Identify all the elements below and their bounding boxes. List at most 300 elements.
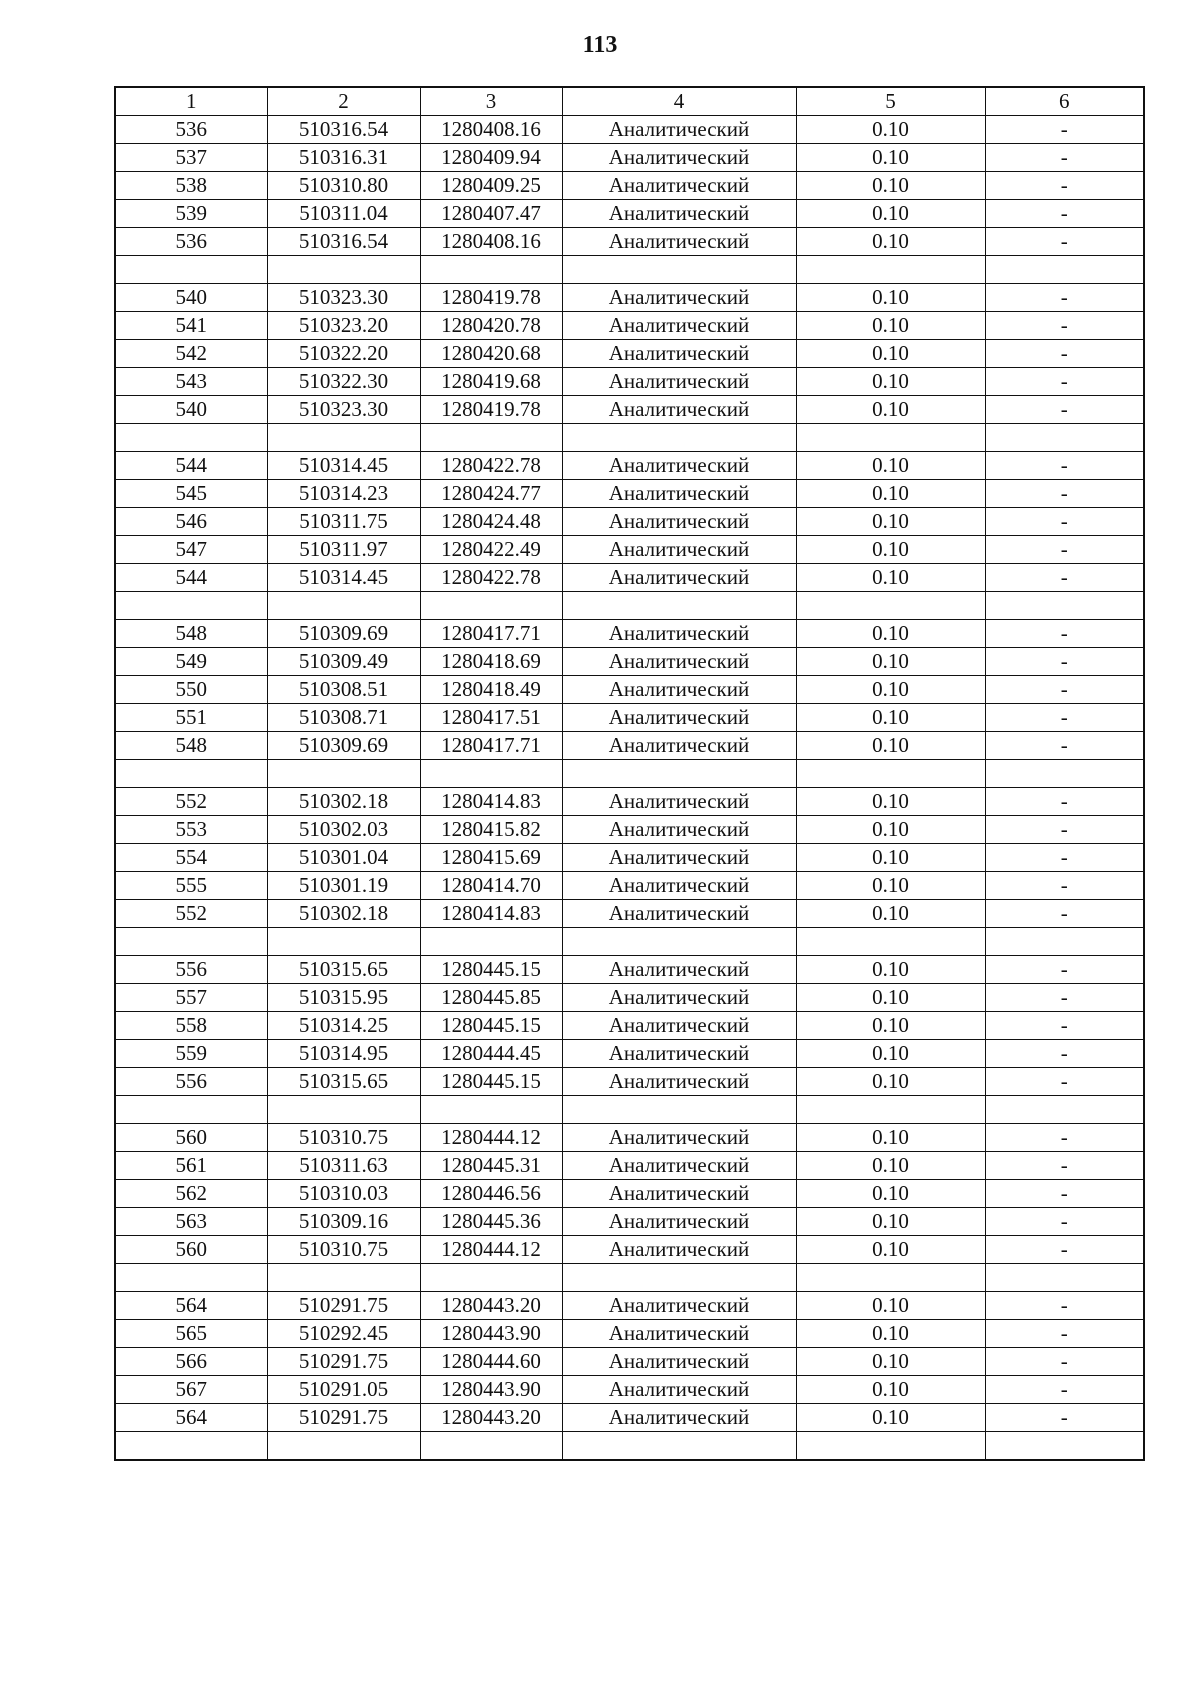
accuracy-cell: 0.10 <box>796 844 985 872</box>
y-coordinate-cell: 1280424.77 <box>420 480 562 508</box>
x-coordinate-cell: 510292.45 <box>267 1320 420 1348</box>
y-coordinate-cell <box>420 592 562 620</box>
accuracy-cell: 0.10 <box>796 1040 985 1068</box>
accuracy-cell: 0.10 <box>796 1404 985 1432</box>
point-number-cell: 552 <box>115 900 267 928</box>
note-cell: - <box>985 1292 1144 1320</box>
table-row <box>115 452 1144 480</box>
y-coordinate-cell: 1280444.12 <box>420 1124 562 1152</box>
note-cell: - <box>985 564 1144 592</box>
x-coordinate-cell: 510315.95 <box>267 984 420 1012</box>
x-coordinate-cell: 510316.31 <box>267 144 420 172</box>
y-coordinate-cell: 1280422.78 <box>420 564 562 592</box>
method-cell: Аналитический <box>562 1236 796 1264</box>
point-number-cell: 540 <box>115 284 267 312</box>
table-row <box>115 984 1144 1012</box>
y-coordinate-cell: 1280444.60 <box>420 1348 562 1376</box>
y-coordinate-cell: 1280418.49 <box>420 676 562 704</box>
table-row <box>115 116 1144 144</box>
accuracy-cell: 0.10 <box>796 200 985 228</box>
y-coordinate-cell: 1280415.82 <box>420 816 562 844</box>
page-number: 113 <box>582 32 618 58</box>
x-coordinate-cell: 510316.54 <box>267 116 420 144</box>
note-cell: - <box>985 452 1144 480</box>
x-coordinate-cell <box>267 1264 420 1292</box>
y-coordinate-cell: 1280420.68 <box>420 340 562 368</box>
table-row <box>115 228 1144 256</box>
table-row <box>115 508 1144 536</box>
table-separator-row <box>115 1432 1144 1461</box>
y-coordinate-cell: 1280417.71 <box>420 732 562 760</box>
accuracy-cell: 0.10 <box>796 1292 985 1320</box>
point-number-cell: 558 <box>115 1012 267 1040</box>
table-row <box>115 172 1144 200</box>
method-cell: Аналитический <box>562 648 796 676</box>
note-cell <box>985 760 1144 788</box>
header-cell-2: 2 <box>267 87 420 116</box>
y-coordinate-cell: 1280445.15 <box>420 1068 562 1096</box>
point-number-cell: 554 <box>115 844 267 872</box>
note-cell: - <box>985 620 1144 648</box>
y-coordinate-cell: 1280419.78 <box>420 396 562 424</box>
accuracy-cell <box>796 256 985 284</box>
point-number-cell: 548 <box>115 732 267 760</box>
accuracy-cell <box>796 760 985 788</box>
method-cell: Аналитический <box>562 1152 796 1180</box>
point-number-cell: 536 <box>115 116 267 144</box>
accuracy-cell: 0.10 <box>796 508 985 536</box>
table-row <box>115 732 1144 760</box>
method-cell: Аналитический <box>562 1124 796 1152</box>
accuracy-cell: 0.10 <box>796 816 985 844</box>
point-number-cell: 544 <box>115 564 267 592</box>
y-coordinate-cell: 1280422.78 <box>420 452 562 480</box>
accuracy-cell: 0.10 <box>796 368 985 396</box>
table-row <box>115 788 1144 816</box>
y-coordinate-cell <box>420 760 562 788</box>
accuracy-cell: 0.10 <box>796 312 985 340</box>
table-row <box>115 284 1144 312</box>
x-coordinate-cell: 510301.19 <box>267 872 420 900</box>
method-cell <box>562 1096 796 1124</box>
x-coordinate-cell: 510308.71 <box>267 704 420 732</box>
accuracy-cell: 0.10 <box>796 1376 985 1404</box>
note-cell: - <box>985 312 1144 340</box>
point-number-cell: 548 <box>115 620 267 648</box>
x-coordinate-cell: 510309.69 <box>267 732 420 760</box>
table-row <box>115 620 1144 648</box>
note-cell: - <box>985 1348 1144 1376</box>
point-number-cell: 543 <box>115 368 267 396</box>
note-cell: - <box>985 956 1144 984</box>
note-cell: - <box>985 844 1144 872</box>
x-coordinate-cell: 510310.03 <box>267 1180 420 1208</box>
accuracy-cell: 0.10 <box>796 228 985 256</box>
method-cell: Аналитический <box>562 676 796 704</box>
note-cell: - <box>985 984 1144 1012</box>
point-number-cell <box>115 424 267 452</box>
table-row <box>115 1124 1144 1152</box>
header-cell-5: 5 <box>796 87 985 116</box>
note-cell <box>985 592 1144 620</box>
accuracy-cell <box>796 424 985 452</box>
x-coordinate-cell: 510291.75 <box>267 1404 420 1432</box>
method-cell: Аналитический <box>562 1348 796 1376</box>
x-coordinate-cell <box>267 424 420 452</box>
accuracy-cell: 0.10 <box>796 1208 985 1236</box>
y-coordinate-cell <box>420 928 562 956</box>
note-cell: - <box>985 116 1144 144</box>
accuracy-cell: 0.10 <box>796 1152 985 1180</box>
y-coordinate-cell: 1280445.36 <box>420 1208 562 1236</box>
method-cell: Аналитический <box>562 1040 796 1068</box>
y-coordinate-cell: 1280445.31 <box>420 1152 562 1180</box>
table-row <box>115 200 1144 228</box>
accuracy-cell: 0.10 <box>796 284 985 312</box>
note-cell: - <box>985 788 1144 816</box>
note-cell <box>985 1096 1144 1124</box>
method-cell: Аналитический <box>562 1068 796 1096</box>
x-coordinate-cell: 510302.03 <box>267 816 420 844</box>
note-cell <box>985 256 1144 284</box>
x-coordinate-cell: 510291.75 <box>267 1348 420 1376</box>
method-cell: Аналитический <box>562 1320 796 1348</box>
accuracy-cell: 0.10 <box>796 900 985 928</box>
table-header-row <box>115 87 1144 116</box>
x-coordinate-cell: 510315.65 <box>267 956 420 984</box>
y-coordinate-cell: 1280418.69 <box>420 648 562 676</box>
coordinates-table <box>114 86 1145 1461</box>
y-coordinate-cell: 1280443.20 <box>420 1292 562 1320</box>
method-cell: Аналитический <box>562 284 796 312</box>
accuracy-cell: 0.10 <box>796 1320 985 1348</box>
note-cell: - <box>985 172 1144 200</box>
y-coordinate-cell: 1280414.70 <box>420 872 562 900</box>
y-coordinate-cell: 1280422.49 <box>420 536 562 564</box>
table-row <box>115 1320 1144 1348</box>
accuracy-cell: 0.10 <box>796 788 985 816</box>
note-cell: - <box>985 284 1144 312</box>
x-coordinate-cell <box>267 928 420 956</box>
accuracy-cell: 0.10 <box>796 984 985 1012</box>
point-number-cell: 542 <box>115 340 267 368</box>
x-coordinate-cell <box>267 1432 420 1461</box>
note-cell: - <box>985 536 1144 564</box>
x-coordinate-cell: 510309.49 <box>267 648 420 676</box>
x-coordinate-cell: 510316.54 <box>267 228 420 256</box>
method-cell: Аналитический <box>562 788 796 816</box>
accuracy-cell: 0.10 <box>796 732 985 760</box>
note-cell: - <box>985 480 1144 508</box>
method-cell: Аналитический <box>562 1404 796 1432</box>
table-row <box>115 1292 1144 1320</box>
y-coordinate-cell: 1280420.78 <box>420 312 562 340</box>
point-number-cell: 550 <box>115 676 267 704</box>
x-coordinate-cell: 510314.45 <box>267 564 420 592</box>
method-cell: Аналитический <box>562 228 796 256</box>
x-coordinate-cell: 510314.95 <box>267 1040 420 1068</box>
table-row <box>115 1236 1144 1264</box>
method-cell: Аналитический <box>562 340 796 368</box>
method-cell: Аналитический <box>562 480 796 508</box>
note-cell: - <box>985 1180 1144 1208</box>
accuracy-cell: 0.10 <box>796 620 985 648</box>
accuracy-cell <box>796 1432 985 1461</box>
point-number-cell: 556 <box>115 1068 267 1096</box>
point-number-cell: 557 <box>115 984 267 1012</box>
table-separator-row <box>115 1264 1144 1292</box>
method-cell: Аналитический <box>562 1208 796 1236</box>
point-number-cell: 556 <box>115 956 267 984</box>
note-cell: - <box>985 1012 1144 1040</box>
method-cell: Аналитический <box>562 984 796 1012</box>
y-coordinate-cell: 1280419.78 <box>420 284 562 312</box>
header-cell-1: 1 <box>115 87 267 116</box>
note-cell <box>985 1264 1144 1292</box>
x-coordinate-cell <box>267 592 420 620</box>
y-coordinate-cell: 1280417.51 <box>420 704 562 732</box>
y-coordinate-cell: 1280443.20 <box>420 1404 562 1432</box>
x-coordinate-cell: 510314.45 <box>267 452 420 480</box>
point-number-cell <box>115 1264 267 1292</box>
x-coordinate-cell: 510308.51 <box>267 676 420 704</box>
table-separator-row <box>115 1096 1144 1124</box>
accuracy-cell: 0.10 <box>796 396 985 424</box>
note-cell: - <box>985 732 1144 760</box>
method-cell: Аналитический <box>562 872 796 900</box>
method-cell: Аналитический <box>562 396 796 424</box>
y-coordinate-cell: 1280408.16 <box>420 228 562 256</box>
y-coordinate-cell: 1280414.83 <box>420 900 562 928</box>
x-coordinate-cell: 510315.65 <box>267 1068 420 1096</box>
table-row <box>115 956 1144 984</box>
note-cell: - <box>985 1404 1144 1432</box>
table-row <box>115 368 1144 396</box>
accuracy-cell: 0.10 <box>796 872 985 900</box>
table-row <box>115 312 1144 340</box>
method-cell: Аналитический <box>562 144 796 172</box>
point-number-cell: 544 <box>115 452 267 480</box>
note-cell: - <box>985 816 1144 844</box>
note-cell: - <box>985 368 1144 396</box>
table-row <box>115 676 1144 704</box>
accuracy-cell: 0.10 <box>796 1012 985 1040</box>
accuracy-cell: 0.10 <box>796 1124 985 1152</box>
x-coordinate-cell: 510291.05 <box>267 1376 420 1404</box>
note-cell: - <box>985 900 1144 928</box>
method-cell: Аналитический <box>562 564 796 592</box>
accuracy-cell: 0.10 <box>796 1348 985 1376</box>
point-number-cell: 539 <box>115 200 267 228</box>
note-cell: - <box>985 676 1144 704</box>
table-body <box>115 87 1144 1460</box>
y-coordinate-cell: 1280424.48 <box>420 508 562 536</box>
y-coordinate-cell <box>420 1264 562 1292</box>
table-row <box>115 900 1144 928</box>
table-row <box>115 144 1144 172</box>
method-cell: Аналитический <box>562 816 796 844</box>
method-cell: Аналитический <box>562 452 796 480</box>
point-number-cell: 553 <box>115 816 267 844</box>
y-coordinate-cell: 1280409.25 <box>420 172 562 200</box>
accuracy-cell: 0.10 <box>796 704 985 732</box>
method-cell: Аналитический <box>562 1180 796 1208</box>
x-coordinate-cell: 510314.25 <box>267 1012 420 1040</box>
point-number-cell <box>115 928 267 956</box>
table-separator-row <box>115 592 1144 620</box>
x-coordinate-cell: 510322.30 <box>267 368 420 396</box>
table-row <box>115 340 1144 368</box>
method-cell: Аналитический <box>562 620 796 648</box>
x-coordinate-cell: 510302.18 <box>267 788 420 816</box>
point-number-cell: 566 <box>115 1348 267 1376</box>
y-coordinate-cell: 1280419.68 <box>420 368 562 396</box>
note-cell: - <box>985 200 1144 228</box>
accuracy-cell: 0.10 <box>796 452 985 480</box>
accuracy-cell: 0.10 <box>796 1236 985 1264</box>
accuracy-cell <box>796 928 985 956</box>
point-number-cell: 547 <box>115 536 267 564</box>
point-number-cell: 562 <box>115 1180 267 1208</box>
y-coordinate-cell <box>420 424 562 452</box>
accuracy-cell <box>796 1264 985 1292</box>
method-cell <box>562 760 796 788</box>
accuracy-cell: 0.10 <box>796 676 985 704</box>
accuracy-cell <box>796 592 985 620</box>
point-number-cell: 540 <box>115 396 267 424</box>
y-coordinate-cell: 1280408.16 <box>420 116 562 144</box>
note-cell: - <box>985 648 1144 676</box>
note-cell <box>985 1432 1144 1461</box>
method-cell: Аналитический <box>562 1292 796 1320</box>
point-number-cell: 552 <box>115 788 267 816</box>
table-row <box>115 1012 1144 1040</box>
x-coordinate-cell: 510311.97 <box>267 536 420 564</box>
table-row <box>115 872 1144 900</box>
accuracy-cell: 0.10 <box>796 116 985 144</box>
method-cell <box>562 592 796 620</box>
table-row <box>115 816 1144 844</box>
table-separator-row <box>115 928 1144 956</box>
note-cell: - <box>985 144 1144 172</box>
y-coordinate-cell: 1280414.83 <box>420 788 562 816</box>
note-cell: - <box>985 1040 1144 1068</box>
accuracy-cell <box>796 1096 985 1124</box>
table-row <box>115 536 1144 564</box>
table-separator-row <box>115 424 1144 452</box>
point-number-cell: 561 <box>115 1152 267 1180</box>
point-number-cell <box>115 1096 267 1124</box>
table-row <box>115 844 1144 872</box>
x-coordinate-cell: 510323.30 <box>267 396 420 424</box>
point-number-cell: 551 <box>115 704 267 732</box>
method-cell: Аналитический <box>562 508 796 536</box>
table-row <box>115 1152 1144 1180</box>
method-cell: Аналитический <box>562 312 796 340</box>
y-coordinate-cell: 1280444.12 <box>420 1236 562 1264</box>
accuracy-cell: 0.10 <box>796 480 985 508</box>
x-coordinate-cell: 510311.63 <box>267 1152 420 1180</box>
y-coordinate-cell <box>420 1096 562 1124</box>
y-coordinate-cell: 1280443.90 <box>420 1376 562 1404</box>
point-number-cell: 545 <box>115 480 267 508</box>
x-coordinate-cell <box>267 760 420 788</box>
x-coordinate-cell: 510311.75 <box>267 508 420 536</box>
note-cell: - <box>985 1320 1144 1348</box>
note-cell: - <box>985 1236 1144 1264</box>
point-number-cell: 567 <box>115 1376 267 1404</box>
x-coordinate-cell: 510301.04 <box>267 844 420 872</box>
y-coordinate-cell: 1280446.56 <box>420 1180 562 1208</box>
y-coordinate-cell <box>420 1432 562 1461</box>
note-cell: - <box>985 1068 1144 1096</box>
note-cell: - <box>985 228 1144 256</box>
note-cell: - <box>985 872 1144 900</box>
x-coordinate-cell: 510323.30 <box>267 284 420 312</box>
x-coordinate-cell: 510323.20 <box>267 312 420 340</box>
accuracy-cell: 0.10 <box>796 340 985 368</box>
note-cell: - <box>985 704 1144 732</box>
x-coordinate-cell <box>267 1096 420 1124</box>
y-coordinate-cell: 1280445.15 <box>420 956 562 984</box>
accuracy-cell: 0.10 <box>796 536 985 564</box>
x-coordinate-cell: 510322.20 <box>267 340 420 368</box>
point-number-cell: 546 <box>115 508 267 536</box>
method-cell <box>562 1432 796 1461</box>
point-number-cell: 564 <box>115 1292 267 1320</box>
accuracy-cell: 0.10 <box>796 172 985 200</box>
y-coordinate-cell: 1280443.90 <box>420 1320 562 1348</box>
table-separator-row <box>115 256 1144 284</box>
table-row <box>115 1180 1144 1208</box>
x-coordinate-cell: 510310.75 <box>267 1124 420 1152</box>
note-cell: - <box>985 1152 1144 1180</box>
x-coordinate-cell: 510311.04 <box>267 200 420 228</box>
note-cell: - <box>985 396 1144 424</box>
table-row <box>115 1040 1144 1068</box>
method-cell: Аналитический <box>562 704 796 732</box>
point-number-cell: 537 <box>115 144 267 172</box>
table-row <box>115 1348 1144 1376</box>
accuracy-cell: 0.10 <box>796 648 985 676</box>
x-coordinate-cell: 510310.80 <box>267 172 420 200</box>
point-number-cell: 560 <box>115 1124 267 1152</box>
point-number-cell: 564 <box>115 1404 267 1432</box>
header-cell-6: 6 <box>985 87 1144 116</box>
table-row <box>115 1208 1144 1236</box>
x-coordinate-cell: 510310.75 <box>267 1236 420 1264</box>
method-cell <box>562 424 796 452</box>
note-cell: - <box>985 1124 1144 1152</box>
method-cell: Аналитический <box>562 536 796 564</box>
table-row <box>115 564 1144 592</box>
y-coordinate-cell: 1280407.47 <box>420 200 562 228</box>
table-row <box>115 1376 1144 1404</box>
accuracy-cell: 0.10 <box>796 144 985 172</box>
method-cell: Аналитический <box>562 368 796 396</box>
method-cell <box>562 928 796 956</box>
table-row <box>115 480 1144 508</box>
point-number-cell: 536 <box>115 228 267 256</box>
accuracy-cell: 0.10 <box>796 564 985 592</box>
method-cell: Аналитический <box>562 844 796 872</box>
x-coordinate-cell: 510309.69 <box>267 620 420 648</box>
y-coordinate-cell: 1280444.45 <box>420 1040 562 1068</box>
table-row <box>115 1404 1144 1432</box>
method-cell: Аналитический <box>562 172 796 200</box>
y-coordinate-cell <box>420 256 562 284</box>
method-cell <box>562 256 796 284</box>
